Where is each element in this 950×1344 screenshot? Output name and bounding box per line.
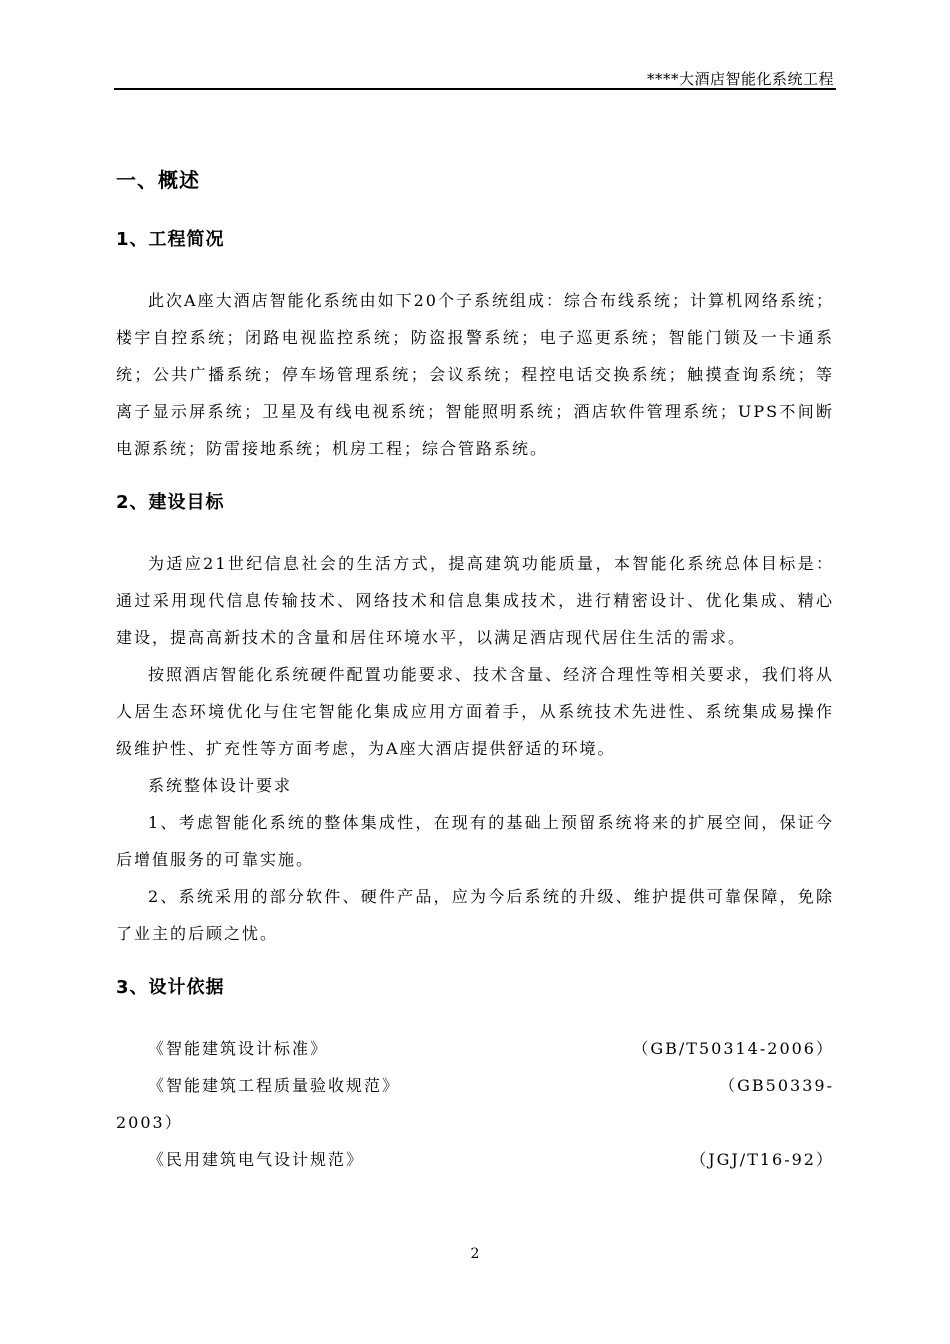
project-overview-paragraph: 此次A座大酒店智能化系统由如下20个子系统组成：综合布线系统；计算机网络系统；楼宇自控系统；闭路电视监控系统；防盗报警系统；电子巡更系统；智能门锁及一卡通系统；公共广播系统；停车场管理系统；会议系统；程控电话交换系统；触摸查询系统；等离子显示屏系统；卫星及有线电视系统；智能照明系统；酒店软件管理系统；UPS不间断电源系统；防雷接地系统；机房工程；综合管路系统。 xyxy=(116,291,834,458)
goals-paragraph-3: 系统整体设计要求 xyxy=(148,776,293,795)
subsection-heading-project-overview: 1、工程简况 xyxy=(116,229,225,250)
reference-item xyxy=(116,1067,834,1141)
reference-code: （GB/T50314-2006） xyxy=(632,1039,834,1058)
subsection-heading-design-basis: 3、设计依据 xyxy=(116,977,225,998)
reference-title: 《智能建筑设计标准》 xyxy=(148,1039,329,1058)
reference-item xyxy=(116,1030,834,1067)
goals-paragraph-2: 按照酒店智能化系统硬件配置功能要求、技术含量、经济合理性等相关要求，我们将从人居生态环境优化与住宅智能化集成应用方面着手，从系统技术先进性、系统集成易操作级维护性、扩充性等方面考虑，为A座大酒店提供舒适的环境。 xyxy=(116,665,834,758)
page-number: 2 xyxy=(470,1246,480,1262)
subsection-heading-construction-goals: 2、建设目标 xyxy=(116,492,225,513)
reference-code: （JGJ/T16-92） xyxy=(690,1150,834,1169)
reference-code-continued: 2003） xyxy=(116,1113,183,1132)
section-heading-overview: 一、概述 xyxy=(116,168,200,192)
reference-item xyxy=(116,1141,834,1178)
reference-title: 《智能建筑工程质量验收规范》 xyxy=(148,1076,401,1095)
goals-paragraph-4: 1、考虑智能化系统的整体集成性，在现有的基础上预留系统将来的扩展空间，保证今后增值服务的可靠实施。 xyxy=(116,813,834,869)
running-header: ****大酒店智能化系统工程 xyxy=(646,70,834,88)
reference-title: 《民用建筑电气设计规范》 xyxy=(148,1150,365,1169)
header-rule xyxy=(114,88,836,90)
goals-paragraph-1: 为适应21世纪信息社会的生活方式，提高建筑功能质量，本智能化系统总体目标是：通过采用现代信息传输技术、网络技术和信息集成技术，进行精密设计、优化集成、精心建设，提高高新技术的含量和居住环境水平，以满足酒店现代居住生活的需求。 xyxy=(116,554,834,647)
goals-paragraph-5: 2、系统采用的部分软件、硬件产品，应为今后系统的升级、维护提供可靠保障，免除了业主的后顾之忧。 xyxy=(116,887,834,943)
document-body xyxy=(116,160,834,1178)
reference-code: （GB50339- xyxy=(719,1076,834,1095)
